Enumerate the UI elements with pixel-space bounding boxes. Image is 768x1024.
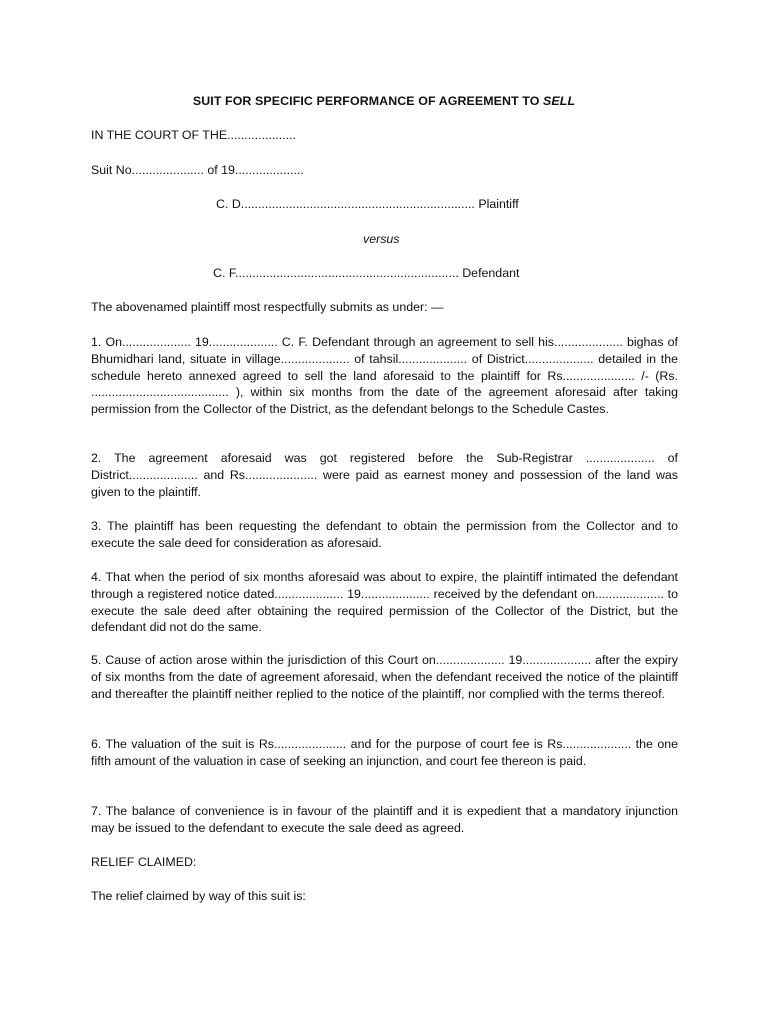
paragraph-2: 2. The agreement aforesaid was got registered before the Sub-Registrar .................... of District.................... and Rs..................... were paid as earnest money and possession of the land was given to the plaintiff. bbox=[91, 451, 678, 499]
suit-number-line: Suit No..................... of 19.................... bbox=[91, 163, 304, 177]
paragraph-3: 3. The plaintiff has been requesting the defendant to obtain the permission from the Collector and to execute the sale deed for consideration as aforesaid. bbox=[91, 519, 678, 550]
paragraph-1: 1. On.................... 19.................... C. F. Defendant through an agreement to sell his.................... bighas of Bhumidhari land, situate in village.................... of tahsil.................... of District.................... detailed in the schedule hereto annexed agreed to sell the land aforesaid to the plaintiff for Rs..................... /- (Rs. ........................................ ), within six months from the date of the agreement aforesaid after taking permission from the Collector of the District, as the defendant belongs to the Schedule Castes. bbox=[91, 335, 678, 417]
court-line: IN THE COURT OF THE.................... bbox=[91, 128, 296, 142]
title-italic: SELL bbox=[543, 94, 576, 108]
paragraph-7: 7. The balance of convenience is in favour of the plaintiff and it is expedient that a mandatory injunction may be issued to the defendant to execute the sale deed as agreed. bbox=[91, 804, 678, 835]
relief-heading: RELIEF CLAIMED: bbox=[91, 855, 197, 869]
paragraph-4: 4. That when the period of six months aforesaid was about to expire, the plaintiff intimated the defendant through a registered notice dated.................... 19.................... received by the defendant on.................... to execute the sale deed after obtaining the required permission of the Collector of the District, but the defendant did not do the same. bbox=[91, 570, 678, 635]
document-title bbox=[0, 93, 768, 110]
plaintiff-line: C. D.................................................................... Plaintiff bbox=[216, 197, 519, 211]
title-main: SUIT FOR SPECIFIC PERFORMANCE OF AGREEMENT TO bbox=[192, 94, 540, 108]
intro-paragraph: The abovenamed plaintiff most respectfully submits as under: — bbox=[91, 300, 444, 314]
relief-intro: The relief claimed by way of this suit is: bbox=[91, 889, 306, 903]
versus-text: versus bbox=[363, 232, 400, 246]
paragraph-6: 6. The valuation of the suit is Rs..................... and for the purpose of court fee is Rs.................... the one fifth amount of the valuation in case of seeking an injunction, and court fee thereon is paid. bbox=[91, 737, 678, 768]
paragraph-5: 5. Cause of action arose within the jurisdiction of this Court on.................... 19.................... after the expiry of six months from the date of agreement aforesaid, when the defendant received the notice of the plaintiff and thereafter the plaintiff neither replied to the notice of the plaintiff, nor complied with the terms thereof. bbox=[91, 653, 678, 701]
defendant-line: C. F................................................................. Defendant bbox=[213, 266, 520, 280]
